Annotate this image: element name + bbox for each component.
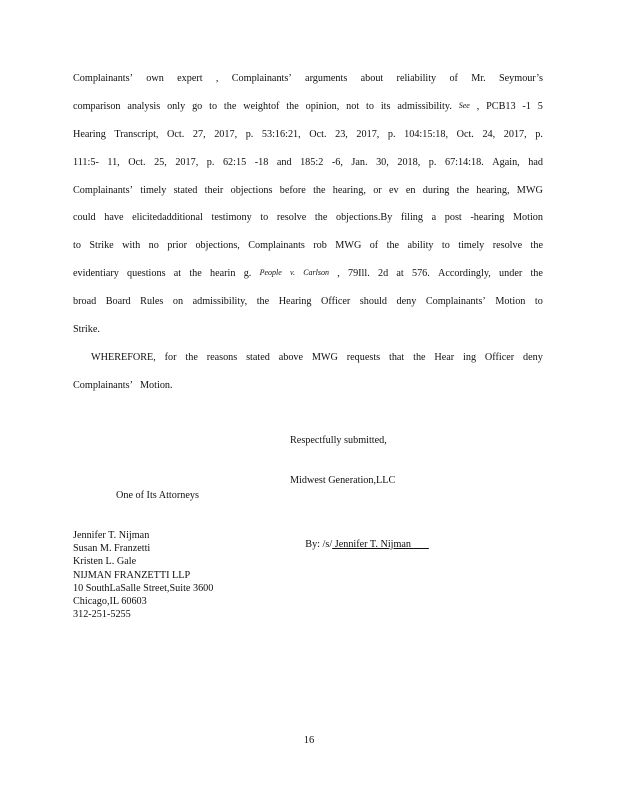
signer-name: Jennifer T. Nijman [332,538,414,550]
attorney-heading: One of Its Attorneys [116,490,199,502]
text-line: WHEREFORE, for the reasons stated above MWG requests that the Hear ing Officer deny [91,352,543,363]
attorney-line: 10 SouthLaSalle Street,Suite 3600 [73,582,214,594]
text-line: comparison analysis only go to the weightof the opinion, not to its admissibility. See , PCB13 -1 5 [73,101,543,112]
text-line: broad Board Rules on admissibility, the Hearing Officer should deny Complainants’ Motion to [73,296,543,307]
signature-line [290,525,429,565]
text-line: Complainants’ timely stated their objections before the hearing, or ev en during the hearing, MWG [73,185,543,196]
text-line: Complainants’ Motion. [73,380,173,391]
signature-block [290,408,429,591]
attorney-line: Chicago,IL 60603 [73,596,147,608]
text-line: Strike. [73,324,100,335]
text-line: Complainants’ own expert , Complainants’ arguments about reliability of Mr. Seymour’s [73,73,543,84]
text-line: 111:5- 11, Oct. 25, 2017, p. 62:15 -18 and 185:2 -6, Jan. 30, 2018, p. 67:14:18. Again, had [73,157,543,168]
text-line: could have elicitedadditional testimony to resolve the objections.By filing a post -hearing Motion [73,212,543,223]
closing-text: Respectfully submitted, [290,435,387,447]
attorney-line: Susan M. Franzetti [73,543,151,555]
attorney-line: Kristen L. Gale [73,556,137,568]
by-prefix: By: /s/ [305,538,333,550]
text-line: evidentiary questions at the hearin g. People v. Carlson , 79Ill. 2d at 576. Accordingly, under the [73,268,543,279]
attorney-line: Jennifer T. Nijman [73,530,150,542]
firm-name: Midwest Generation,LLC [290,475,396,487]
text-line: to Strike with no prior objections, Complainants rob MWG of the ability to timely resolve the [73,240,543,251]
text-line: Hearing Transcript, Oct. 27, 2017, p. 53:16:21, Oct. 23, 2017, p. 104:15:18, Oct. 24, 2017, p. [73,129,543,140]
attorney-line: NIJMAN FRANZETTI LLP [73,569,191,581]
attorney-block [73,463,213,648]
page-number: 16 [303,735,315,746]
attorney-line: 312-251-5255 [73,609,131,621]
